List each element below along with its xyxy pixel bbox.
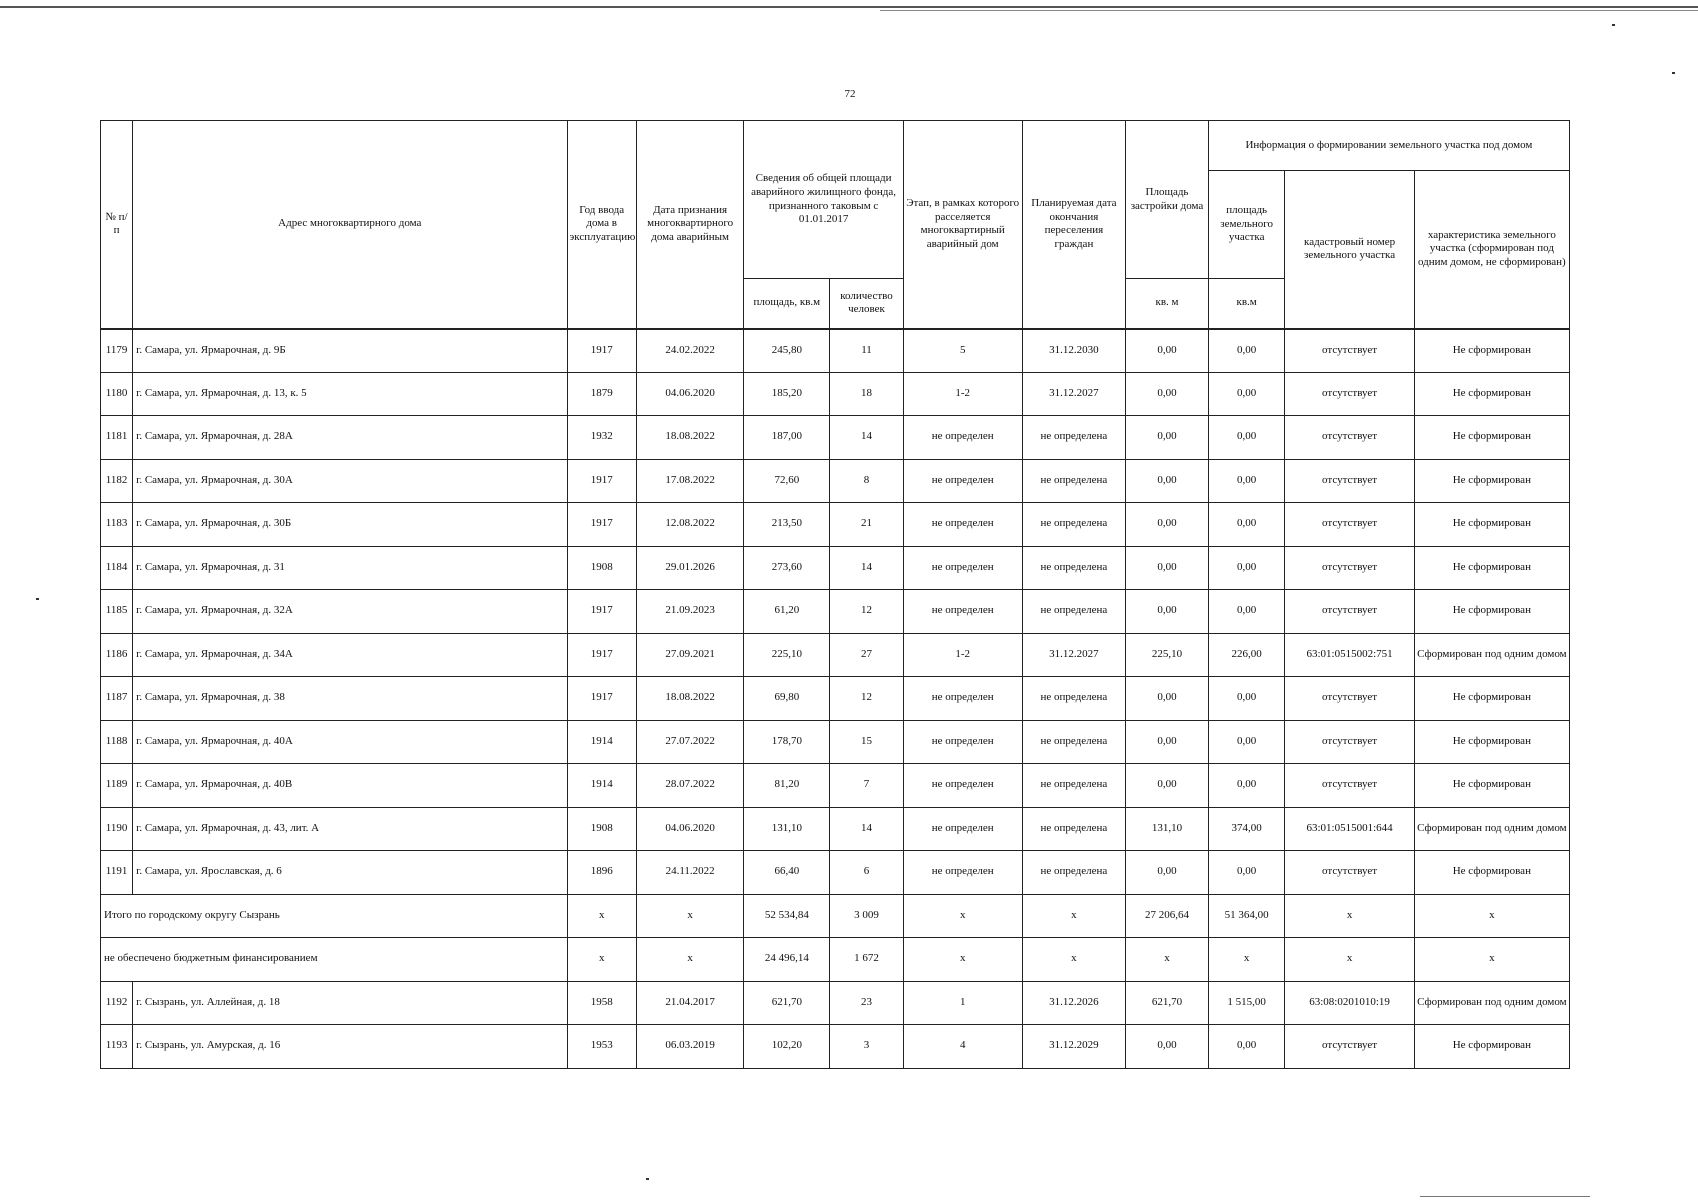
year-cell: 1908 [567, 807, 636, 851]
land-area-cell: 0,00 [1208, 546, 1285, 590]
characteristic-cell: Не сформирован [1414, 764, 1569, 808]
date-cell: 24.11.2022 [636, 851, 744, 895]
area-cell: 72,60 [744, 459, 830, 503]
land-area-cell: x [1208, 938, 1285, 982]
building-area-cell: 0,00 [1126, 372, 1209, 416]
land-area-cell: 0,00 [1208, 720, 1285, 764]
address-cell: г. Самара, ул. Ярмарочная, д. 30Б [133, 503, 567, 547]
cadastral-cell: отсутствует [1285, 677, 1414, 721]
land-area-cell: 1 515,00 [1208, 981, 1285, 1025]
year-cell: x [567, 938, 636, 982]
year-cell: 1917 [567, 503, 636, 547]
header-stage: Этап, в рамках которого расселяется многоквартирный аварийный дом [903, 121, 1022, 329]
total-row [101, 894, 1570, 938]
people-cell: 15 [830, 720, 903, 764]
people-cell: 1 672 [830, 938, 903, 982]
building-area-cell: 0,00 [1126, 590, 1209, 634]
table-row [101, 546, 1570, 590]
year-cell: 1914 [567, 720, 636, 764]
planned-cell: не определена [1022, 546, 1125, 590]
cadastral-cell: отсутствует [1285, 1025, 1414, 1069]
stage-cell: не определен [903, 677, 1022, 721]
row-number-cell: 1181 [101, 416, 133, 460]
planned-cell: не определена [1022, 590, 1125, 634]
header-characteristic: характеристика земельного участка (сформирован под одним домом, не сформирован) [1414, 171, 1569, 329]
characteristic-cell: Не сформирован [1414, 372, 1569, 416]
row-number-cell: 1190 [101, 807, 133, 851]
stage-cell: 4 [903, 1025, 1022, 1069]
header-year: Год ввода дома в эксплуатацию [567, 121, 636, 329]
table-body [101, 329, 1570, 1069]
scan-mark [1612, 24, 1615, 26]
header-land-info: Информация о формировании земельного участка под домом [1208, 121, 1569, 171]
people-cell: 18 [830, 372, 903, 416]
address-cell: г. Самара, ул. Ярмарочная, д. 31 [133, 546, 567, 590]
area-cell: 24 496,14 [744, 938, 830, 982]
row-number-cell: 1192 [101, 981, 133, 1025]
cadastral-cell: отсутствует [1285, 546, 1414, 590]
area-cell: 52 534,84 [744, 894, 830, 938]
area-cell: 66,40 [744, 851, 830, 895]
characteristic-cell: Не сформирован [1414, 590, 1569, 634]
address-cell: г. Сызрань, ул. Аллейная, д. 18 [133, 981, 567, 1025]
cadastral-cell: 63:01:0515002:751 [1285, 633, 1414, 677]
area-cell: 102,20 [744, 1025, 830, 1069]
header-address: Адрес многоквартирного дома [133, 121, 567, 329]
characteristic-cell: Не сформирован [1414, 1025, 1569, 1069]
building-area-cell: 0,00 [1126, 503, 1209, 547]
stage-cell: не определен [903, 416, 1022, 460]
year-cell: 1917 [567, 633, 636, 677]
people-cell: 14 [830, 807, 903, 851]
planned-cell: не определена [1022, 764, 1125, 808]
table-row [101, 416, 1570, 460]
building-area-cell: 0,00 [1126, 459, 1209, 503]
planned-cell: x [1022, 938, 1125, 982]
building-area-cell: 0,00 [1126, 546, 1209, 590]
address-cell: г. Самара, ул. Ярмарочная, д. 40А [133, 720, 567, 764]
area-cell: 178,70 [744, 720, 830, 764]
address-cell: г. Сызрань, ул. Амурская, д. 16 [133, 1025, 567, 1069]
year-cell: 1917 [567, 590, 636, 634]
address-cell: г. Самара, ул. Ярмарочная, д. 40В [133, 764, 567, 808]
stage-cell: не определен [903, 459, 1022, 503]
planned-cell: не определена [1022, 720, 1125, 764]
people-cell: 23 [830, 981, 903, 1025]
people-cell: 14 [830, 416, 903, 460]
cadastral-cell: отсутствует [1285, 459, 1414, 503]
scan-mark [1672, 72, 1675, 74]
scan-mark [646, 1178, 649, 1180]
table-row [101, 764, 1570, 808]
year-cell: 1879 [567, 372, 636, 416]
land-area-cell: 0,00 [1208, 590, 1285, 634]
stage-cell: 1-2 [903, 372, 1022, 416]
building-area-cell: 0,00 [1126, 764, 1209, 808]
land-area-cell: 0,00 [1208, 503, 1285, 547]
cadastral-cell: 63:01:0515001:644 [1285, 807, 1414, 851]
header-land-area: площадь земельного участка [1208, 171, 1285, 279]
year-cell: 1917 [567, 459, 636, 503]
row-number-cell: 1184 [101, 546, 133, 590]
planned-cell: не определена [1022, 851, 1125, 895]
date-cell: 27.09.2021 [636, 633, 744, 677]
characteristic-cell: Не сформирован [1414, 503, 1569, 547]
date-cell: 18.08.2022 [636, 416, 744, 460]
characteristic-cell: Не сформирован [1414, 677, 1569, 721]
table-row [101, 720, 1570, 764]
planned-cell: 31.12.2027 [1022, 633, 1125, 677]
people-cell: 7 [830, 764, 903, 808]
people-cell: 6 [830, 851, 903, 895]
building-area-cell: 131,10 [1126, 807, 1209, 851]
total-label-cell: не обеспечено бюджетным финансированием [101, 938, 568, 982]
address-cell: г. Самара, ул. Ярмарочная, д. 13, к. 5 [133, 372, 567, 416]
building-area-cell: 0,00 [1126, 851, 1209, 895]
building-area-cell: 0,00 [1126, 329, 1209, 373]
date-cell: 21.09.2023 [636, 590, 744, 634]
planned-cell: 31.12.2027 [1022, 372, 1125, 416]
year-cell: 1917 [567, 677, 636, 721]
year-cell: x [567, 894, 636, 938]
cadastral-cell: отсутствует [1285, 416, 1414, 460]
total-label-cell: Итого по городскому округу Сызрань [101, 894, 568, 938]
row-number-cell: 1183 [101, 503, 133, 547]
building-area-cell: 0,00 [1126, 677, 1209, 721]
stage-cell: x [903, 938, 1022, 982]
table-row [101, 590, 1570, 634]
cadastral-cell: отсутствует [1285, 503, 1414, 547]
building-area-cell: 225,10 [1126, 633, 1209, 677]
area-cell: 273,60 [744, 546, 830, 590]
characteristic-cell: Не сформирован [1414, 546, 1569, 590]
header-land-area-unit: кв.м [1208, 279, 1285, 329]
stage-cell: не определен [903, 546, 1022, 590]
address-cell: г. Самара, ул. Ярмарочная, д. 32А [133, 590, 567, 634]
year-cell: 1953 [567, 1025, 636, 1069]
characteristic-cell: Не сформирован [1414, 851, 1569, 895]
area-cell: 61,20 [744, 590, 830, 634]
table-header [101, 121, 1570, 329]
stage-cell: не определен [903, 503, 1022, 547]
planned-cell: 31.12.2030 [1022, 329, 1125, 373]
cadastral-cell: x [1285, 938, 1414, 982]
row-number-cell: 1182 [101, 459, 133, 503]
date-cell: 12.08.2022 [636, 503, 744, 547]
characteristic-cell: Не сформирован [1414, 459, 1569, 503]
land-area-cell: 0,00 [1208, 677, 1285, 721]
people-cell: 14 [830, 546, 903, 590]
people-cell: 8 [830, 459, 903, 503]
planned-cell: x [1022, 894, 1125, 938]
cadastral-cell: отсутствует [1285, 372, 1414, 416]
characteristic-cell: Не сформирован [1414, 329, 1569, 373]
table-row [101, 372, 1570, 416]
building-area-cell: 0,00 [1126, 1025, 1209, 1069]
stage-cell: не определен [903, 720, 1022, 764]
stage-cell: не определен [903, 851, 1022, 895]
land-area-cell: 374,00 [1208, 807, 1285, 851]
date-cell: 04.06.2020 [636, 372, 744, 416]
date-cell: 21.04.2017 [636, 981, 744, 1025]
top-border-line-secondary [880, 10, 1698, 11]
area-cell: 185,20 [744, 372, 830, 416]
area-cell: 621,70 [744, 981, 830, 1025]
people-cell: 12 [830, 590, 903, 634]
bottom-border-line [1420, 1196, 1590, 1197]
building-area-cell: 0,00 [1126, 720, 1209, 764]
area-cell: 131,10 [744, 807, 830, 851]
planned-cell: не определена [1022, 416, 1125, 460]
table-row [101, 807, 1570, 851]
top-border-line [0, 6, 1698, 8]
area-cell: 225,10 [744, 633, 830, 677]
row-number-cell: 1189 [101, 764, 133, 808]
planned-cell: не определена [1022, 459, 1125, 503]
year-cell: 1917 [567, 329, 636, 373]
cadastral-cell: 63:08:0201010:19 [1285, 981, 1414, 1025]
planned-cell: не определена [1022, 807, 1125, 851]
year-cell: 1896 [567, 851, 636, 895]
header-cadastral: кадастровый номер земельного участка [1285, 171, 1414, 329]
stage-cell: не определен [903, 764, 1022, 808]
stage-cell: не определен [903, 590, 1022, 634]
date-cell: 04.06.2020 [636, 807, 744, 851]
cadastral-cell: отсутствует [1285, 329, 1414, 373]
table-row [101, 329, 1570, 373]
people-cell: 27 [830, 633, 903, 677]
building-area-cell: x [1126, 938, 1209, 982]
characteristic-cell: x [1414, 894, 1569, 938]
table-row [101, 1025, 1570, 1069]
land-area-cell: 51 364,00 [1208, 894, 1285, 938]
people-cell: 3 009 [830, 894, 903, 938]
year-cell: 1932 [567, 416, 636, 460]
characteristic-cell: Сформирован под одним домом [1414, 807, 1569, 851]
header-building-area-unit: кв. м [1126, 279, 1209, 329]
building-area-cell: 27 206,64 [1126, 894, 1209, 938]
address-cell: г. Самара, ул. Ярмарочная, д. 28А [133, 416, 567, 460]
row-number-cell: 1193 [101, 1025, 133, 1069]
characteristic-cell: x [1414, 938, 1569, 982]
stage-cell: x [903, 894, 1022, 938]
header-building-area: Площадь застройки дома [1126, 121, 1209, 279]
emergency-housing-table [100, 120, 1570, 1069]
land-area-cell: 0,00 [1208, 764, 1285, 808]
cadastral-cell: x [1285, 894, 1414, 938]
area-cell: 81,20 [744, 764, 830, 808]
planned-cell: не определена [1022, 503, 1125, 547]
header-planned-date: Планируемая дата окончания переселения граждан [1022, 121, 1125, 329]
land-area-cell: 0,00 [1208, 372, 1285, 416]
date-cell: 18.08.2022 [636, 677, 744, 721]
page-number: 72 [844, 88, 856, 100]
building-area-cell: 0,00 [1126, 416, 1209, 460]
header-total-info: Сведения об общей площади аварийного жилищного фонда, признанного таковым с 01.01.2017 [744, 121, 903, 279]
table-row [101, 851, 1570, 895]
area-cell: 245,80 [744, 329, 830, 373]
row-number-cell: 1179 [101, 329, 133, 373]
table-row [101, 503, 1570, 547]
table-row [101, 981, 1570, 1025]
row-number-cell: 1187 [101, 677, 133, 721]
header-num: № п/п [101, 121, 133, 329]
characteristic-cell: Не сформирован [1414, 416, 1569, 460]
stage-cell: не определен [903, 807, 1022, 851]
date-cell: 27.07.2022 [636, 720, 744, 764]
date-cell: 24.02.2022 [636, 329, 744, 373]
stage-cell: 1 [903, 981, 1022, 1025]
year-cell: 1908 [567, 546, 636, 590]
people-cell: 11 [830, 329, 903, 373]
characteristic-cell: Сформирован под одним домом [1414, 633, 1569, 677]
date-cell: x [636, 938, 744, 982]
stage-cell: 5 [903, 329, 1022, 373]
header-date-emergency: Дата признания многоквартирного дома аварийным [636, 121, 744, 329]
date-cell: 17.08.2022 [636, 459, 744, 503]
area-cell: 69,80 [744, 677, 830, 721]
cadastral-cell: отсутствует [1285, 720, 1414, 764]
land-area-cell: 226,00 [1208, 633, 1285, 677]
address-cell: г. Самара, ул. Ярмарочная, д. 38 [133, 677, 567, 721]
row-number-cell: 1185 [101, 590, 133, 634]
total-row [101, 938, 1570, 982]
address-cell: г. Самара, ул. Ярмарочная, д. 34А [133, 633, 567, 677]
stage-cell: 1-2 [903, 633, 1022, 677]
planned-cell: не определена [1022, 677, 1125, 721]
land-area-cell: 0,00 [1208, 329, 1285, 373]
header-people-count: количество человек [830, 279, 903, 329]
table-row [101, 633, 1570, 677]
address-cell: г. Самара, ул. Ярмарочная, д. 9Б [133, 329, 567, 373]
people-cell: 21 [830, 503, 903, 547]
row-number-cell: 1188 [101, 720, 133, 764]
characteristic-cell: Не сформирован [1414, 720, 1569, 764]
date-cell: 28.07.2022 [636, 764, 744, 808]
address-cell: г. Самара, ул. Ярославская, д. 6 [133, 851, 567, 895]
planned-cell: 31.12.2026 [1022, 981, 1125, 1025]
planned-cell: 31.12.2029 [1022, 1025, 1125, 1069]
people-cell: 3 [830, 1025, 903, 1069]
area-cell: 213,50 [744, 503, 830, 547]
land-area-cell: 0,00 [1208, 416, 1285, 460]
year-cell: 1958 [567, 981, 636, 1025]
table-row [101, 459, 1570, 503]
land-area-cell: 0,00 [1208, 851, 1285, 895]
area-cell: 187,00 [744, 416, 830, 460]
cadastral-cell: отсутствует [1285, 764, 1414, 808]
people-cell: 12 [830, 677, 903, 721]
scan-mark [36, 598, 39, 600]
date-cell: 29.01.2026 [636, 546, 744, 590]
row-number-cell: 1180 [101, 372, 133, 416]
characteristic-cell: Сформирован под одним домом [1414, 981, 1569, 1025]
header-area-sqm: площадь, кв.м [744, 279, 830, 329]
cadastral-cell: отсутствует [1285, 851, 1414, 895]
row-number-cell: 1186 [101, 633, 133, 677]
land-area-cell: 0,00 [1208, 1025, 1285, 1069]
date-cell: 06.03.2019 [636, 1025, 744, 1069]
cadastral-cell: отсутствует [1285, 590, 1414, 634]
date-cell: x [636, 894, 744, 938]
land-area-cell: 0,00 [1208, 459, 1285, 503]
row-number-cell: 1191 [101, 851, 133, 895]
table-row [101, 677, 1570, 721]
building-area-cell: 621,70 [1126, 981, 1209, 1025]
year-cell: 1914 [567, 764, 636, 808]
address-cell: г. Самара, ул. Ярмарочная, д. 43, лит. А [133, 807, 567, 851]
address-cell: г. Самара, ул. Ярмарочная, д. 30А [133, 459, 567, 503]
